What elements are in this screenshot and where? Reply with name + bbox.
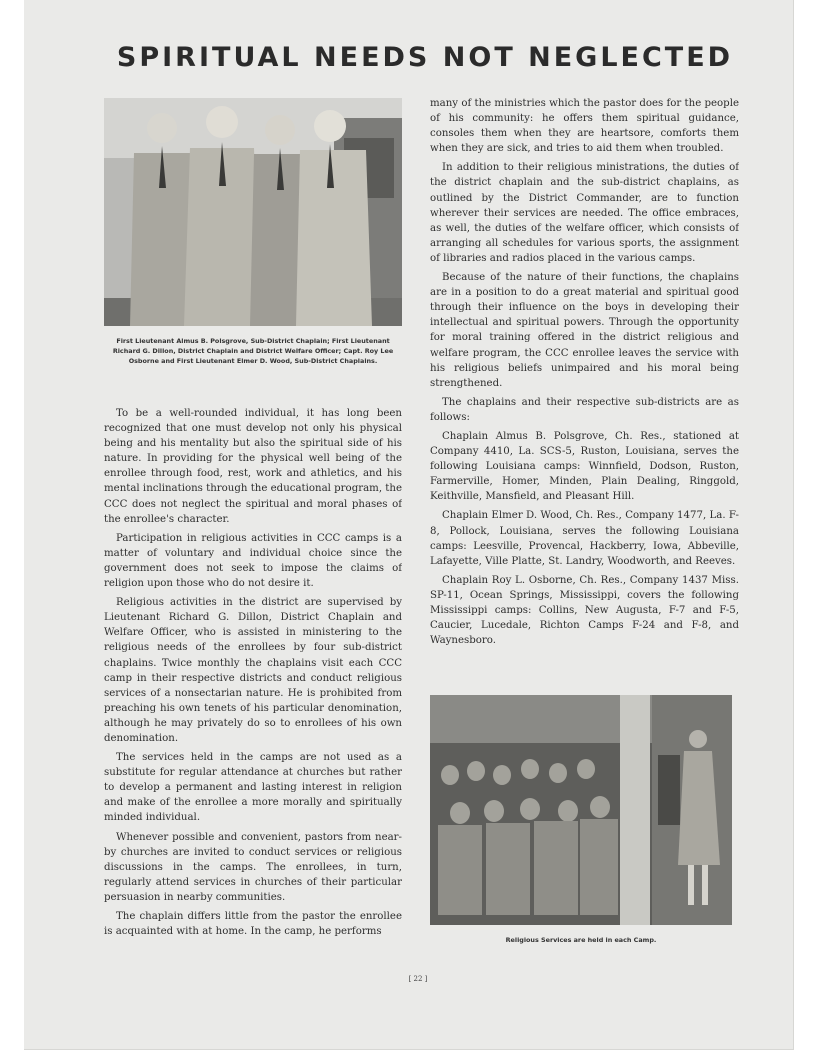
paragraph: Participation in religious activities in CCC camps is a matter of voluntary and individual choice since the government does not seek to impose the claims of religion upon those who do not desire it. xyxy=(104,532,402,590)
paragraph: Because of the nature of their functions, the chaplains are in a position to do a great material and spiritual good through their influence on the boys in developing their intellectual and spiritual powers. Through the opportunity for moral training offered in the district religious and welfare program, the CCC enrollee leaves the service with his religious beliefs unimpaired and his moral being strengthened. xyxy=(430,272,739,389)
paragraph: The chaplains and their respective sub-districts are as follows: xyxy=(430,396,739,423)
paragraph: In addition to their religious ministrations, the duties of the district chaplain and the sub-district chaplains, as outlined by the District Commander, are to function wherever their services are needed. The office embraces, as well, the duties of the welfare officer, which consists of arranging all schedules for various sports, the assignment of libraries and radios placed in the various camps. xyxy=(430,162,739,264)
right-column xyxy=(430,96,739,666)
left-column xyxy=(104,406,402,946)
religious-services-caption: Religious Services are held in each Camp. xyxy=(505,936,657,944)
chaplain-entry: Chaplain Roy L. Osborne, Ch. Res., Company 1437 Miss. SP-11, Ocean Springs, Mississippi, covers the following Mississippi camps: Collins, New Augusta, F-7 and F-5, Caucier, Lucedale, Richton Camps F-24 and F-8, and Waynesboro. xyxy=(430,574,739,647)
chaplains-photo xyxy=(104,98,402,326)
chaplain-entry: Chaplain Elmer D. Wood, Ch. Res., Company 1477, La. F-8, Pollock, Louisiana, serves the following Louisiana camps: Leesville, Provencal, Hackberry, Iowa, Abbeville, Lafayette, Ville Platte, St. Landry, Woodworth, and Reeves. xyxy=(430,510,739,567)
chaplain-entry: Chaplain Almus B. Polsgrove, Ch. Res., stationed at Company 4410, La. SCS-5, Ruston, Louisiana, serves the following Louisiana camps: Winnfield, Dodson, Ruston, Farmerville, Homer, Minden, Plain Dealing, Ringgold, Keithville, Mansfield, and Pleasant Hill. xyxy=(430,430,739,503)
paragraph: To be a well-rounded individual, it has long been recognized that one must develop not only his physical being and his mentality but also the spiritual side of his nature. In providing for the physical well being of the enrollee through food, rest, work and athletics, and his mental inclinations through the educational program, the CCC does not neglect the spiritual and moral phases of the enrollee's character. xyxy=(104,408,402,525)
paragraph: The services held in the camps are not used as a substitute for regular attendance at churches but rather to develop a permanent and lasting interest in religion and make of the enrollee a more morally and spiritually minded individual. xyxy=(104,752,402,824)
paragraph-continuation: many of the ministries which the pastor does for the people of his community: he offers them spiritual guidance, consoles them when they are heartsore, comforts them when they are sick, and tries to aid them when troubled. xyxy=(430,98,739,155)
page-number: [ 22 ] xyxy=(408,975,428,983)
religious-services-photo xyxy=(430,695,732,925)
paragraph: Whenever possible and convenient, pastors from near-by churches are invited to conduct services or religious discussions in the camps. The enrollees, in turn, regularly attend services in churches of their particular persuasion in nearby communities. xyxy=(104,831,402,903)
page-title: SPIRITUAL NEEDS NOT NEGLECTED xyxy=(116,42,734,73)
chaplains-photo-caption: First Lieutenant Almus B. Polsgrove, Sub-District Chaplain; First Lieutenant Richard G. Dillon, District Chaplain and District Welfare Officer; Capt. Roy Lee Osborne and First Lieutenant Elmer D. Wood, Sub-District Chaplains. xyxy=(112,337,394,365)
paragraph: Religious activities in the district are supervised by Lieutenant Richard G. Dillon, District Chaplain and Welfare Officer, who is assisted in ministering to the religious needs of the enrollees by four sub-district chaplains. Twice monthly the chaplains visit each CCC camp in their respective districts and conduct religious services of a nonsectarian nature. He is prohibited from preaching his own tenets of his particular denomination, although he may privately do so to enrollees of his own denomination. xyxy=(104,597,402,744)
paragraph: The chaplain differs little from the pastor the enrollee is acquainted with at home. In the camp, he performs xyxy=(104,911,402,938)
